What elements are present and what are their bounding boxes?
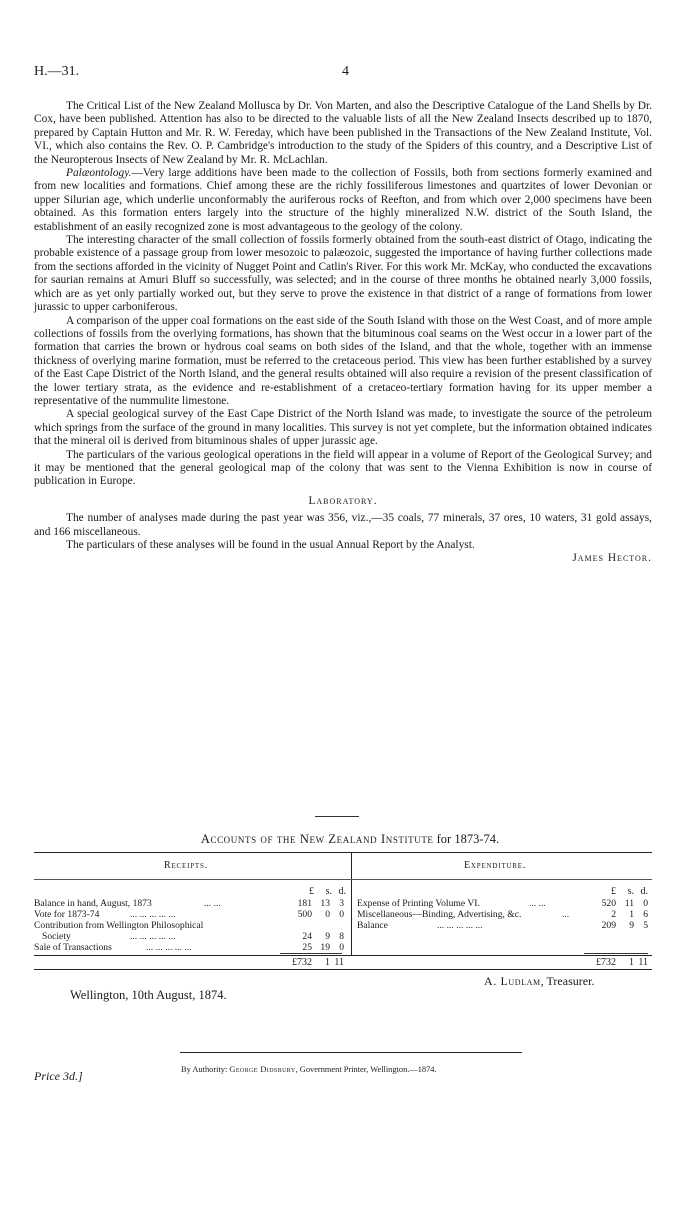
expenditure-leader: ... — [562, 909, 570, 920]
receipt-pounds: 24 — [302, 931, 312, 942]
expenditure-pounds: 209 — [601, 920, 616, 931]
authority-prefix: By Authority: — [181, 1065, 230, 1074]
paragraph-mollusca: The Critical List of the New Zealand Mollusca by Dr. Von Marten, and also the Descriptive Catalogue of the Land Shells by Dr. Cox, have been published. Attention has also to be directed to the valuable lists of all the New Zealand Insects described up to 1870, prepared by Captain Hutton and Mr. R. W. Fereday, which have been published in the Transactions of the New Zealand Institute, Vol. VI., which also contains the Rev. O. P. Cambridge's introduction to the study of the Spiders of this country, and a Descriptive List of the Neuropterous Insects of New Zealand by Mr. R. McLachlan. — [34, 100, 652, 166]
receipt-pence: 3 — [339, 898, 344, 909]
receipt-label: Society — [42, 931, 71, 942]
expenditure-pence: 6 — [643, 909, 648, 920]
paragraph-coal-formations: A comparison of the upper coal formations on the east side of the South Island with those on the West Coast, and of more ample collections of fossils from the overlying formations, has shown that the bituminous coal seams on the West occur in a lower part of the formation that carries the brown or hydrous coal seams on both sides of the Island, and that the whole, together with an immense thickness of overlying marine formation, must be referred to the cretaceous period. This view has been further established by a survey of the East Cape District of the North Island, and the general results obtained will also require a revision of the present classification of the lower tertiary strata, as the evidence and re-establishment of a cretaceo-tertiary formation having for its upper member a representative of the nummulite limestone. — [34, 314, 652, 407]
currency-shillings: s. — [325, 886, 332, 897]
expenditure-currency-head — [594, 886, 648, 897]
receipt-pounds: 500 — [297, 909, 312, 920]
expenditure-total-rule — [584, 953, 648, 954]
receipt-shillings: 0 — [325, 909, 330, 920]
receipts-total-shillings: 1 — [325, 957, 330, 968]
date-line: Wellington, 10th August, 1874. — [70, 988, 227, 1002]
receipts-currency-head — [292, 886, 346, 897]
printer-name: George Didsbury — [229, 1065, 296, 1074]
receipts-total-rule — [280, 953, 342, 954]
expenditure-shillings: 9 — [629, 920, 634, 931]
currency-pounds: £ — [611, 886, 616, 897]
section-divider — [315, 816, 359, 817]
receipt-pounds: 25 — [302, 942, 312, 953]
currency-shillings: s. — [627, 886, 634, 897]
receipt-row — [34, 898, 350, 909]
receipt-label: Vote for 1873-74 — [34, 909, 100, 920]
expenditure-pence: 5 — [643, 920, 648, 931]
receipt-leader: ... ... ... ... ... — [146, 942, 192, 953]
currency-pounds: £ — [309, 886, 314, 897]
body-text — [34, 100, 652, 566]
receipt-label: Contribution from Wellington Philosophical — [34, 920, 204, 931]
expenditure-row — [357, 920, 652, 931]
footer-rule — [180, 1052, 522, 1053]
receipt-label: Sale of Transactions — [34, 942, 112, 953]
palaeontology-text: —Very large additions have been made to the collection of Fossils, both from sections formerly examined and from new localities and formations. Chief among these are the richly fossiliferous limestones and quartzites of lower Devonian or upper Silurian age, which underlie unconformably the auriferous rocks of Reefton, and from which over 2,000 specimens have been obtained. As this formation enters largely into the structure of the highly mineralized N.W. district of the South Island, the establishment of an easily recognized zone is most advantageous to the geology of the colony. — [34, 167, 652, 233]
expenditure-shillings: 1 — [629, 909, 634, 920]
accounts-bottom-rule — [34, 969, 652, 970]
column-divider — [351, 853, 352, 955]
accounts-table — [34, 852, 652, 968]
treasurer-signature — [484, 974, 594, 989]
receipt-row — [34, 920, 350, 931]
expenditure-label: Miscellaneous—Binding, Advertising, &c. — [357, 909, 522, 920]
expenditure-label: Expense of Printing Volume VI. — [357, 898, 480, 909]
expenditure-leader: ... ... — [529, 898, 546, 909]
receipt-pence: 8 — [339, 931, 344, 942]
expenditure-shillings: 11 — [624, 898, 634, 909]
expenditure-heading: Expenditure. — [464, 860, 527, 871]
receipt-leader: ... ... ... ... ... — [130, 931, 176, 942]
receipt-pence: 0 — [339, 909, 344, 920]
receipt-row — [34, 909, 350, 920]
receipt-pence: 0 — [339, 942, 344, 953]
page-number: 4 — [342, 64, 349, 79]
expenditure-pounds: 520 — [601, 898, 616, 909]
treasurer-name: A. Ludlam — [484, 974, 541, 988]
expenditure-row — [357, 909, 652, 920]
palaeontology-lead: Palæontology. — [66, 167, 132, 180]
authority-suffix: , Government Printer, Wellington.—1874. — [295, 1065, 437, 1074]
price-label: Price 3d.] — [34, 1069, 83, 1083]
paragraph-palaeontology — [34, 167, 652, 234]
paragraph-analyst-report: The particulars of these analyses will be found in the usual Annual Report by the Analyst. — [66, 539, 475, 551]
currency-pence: d. — [640, 886, 648, 897]
receipt-row — [34, 931, 350, 942]
receipts-total — [280, 957, 344, 968]
printer-authority — [181, 1065, 437, 1074]
accounts-title-post: for 1873-74. — [433, 832, 500, 846]
accounts-title — [0, 832, 700, 847]
receipt-leader: ... ... — [204, 898, 221, 909]
expenditure-label: Balance — [357, 920, 388, 931]
receipt-shillings: 13 — [320, 898, 330, 909]
heading-rule — [34, 879, 652, 880]
receipt-shillings: 9 — [325, 931, 330, 942]
paragraph-geological-report: The particulars of the various geological operations in the field will appear in a volume of Report of the Geological Survey; and it may be mentioned that the general geological map of the colony that was sent to the Vienna Exhibition is now in course of publication in Europe. — [34, 448, 652, 488]
paragraph-petroleum-survey: A special geological survey of the East Cape District of the North Island was made, to investigate the source of the petroleum which springs from the surface of the ground in many localities. This survey is not yet complete, but the information obtained indicates that the mineral oil is derived from bituminous shales of upper jurassic age. — [34, 408, 652, 448]
expenditure-pence: 0 — [643, 898, 648, 909]
expenditure-total-pounds: £732 — [596, 957, 616, 968]
expenditure-row — [357, 898, 652, 909]
expenditure-pounds: 2 — [611, 909, 616, 920]
signature-hector: James Hector. — [572, 552, 652, 565]
receipts-heading: Receipts. — [164, 860, 208, 871]
expenditure-total-shillings: 1 — [629, 957, 634, 968]
paragraph-analyses: The number of analyses made during the past year was 356, viz.,—35 coals, 77 minerals, 37 ores, 10 waters, 31 gold assays, and 166 miscellaneous. — [34, 512, 652, 538]
page-header — [34, 64, 654, 84]
accounts-title-pre: Accounts of the — [200, 832, 300, 846]
receipt-row — [34, 942, 350, 953]
receipt-leader: ... ... ... ... ... — [130, 909, 176, 920]
laboratory-heading: Laboratory. — [308, 494, 378, 507]
expenditure-leader: ... ... ... ... ... — [437, 920, 483, 931]
receipt-label: Balance in hand, August, 1873 — [34, 898, 152, 909]
document-reference: H.—31. — [34, 64, 80, 79]
receipt-pounds: 181 — [297, 898, 312, 909]
currency-pence: d. — [338, 886, 346, 897]
paragraph-otago-fossils: The interesting character of the small collection of fossils formerly obtained from the south-east district of Otago, indicating the probable existence of a passage group from lower mesozoic to palæozoic, suggested the importance of having further collections made from the sections afforded in the vicinity of Nugget Point and Catlin's River. For this work Mr. McKay, who conducted the excavations for saurian remains at Amuri Bluff so successfully, was selected; and in the course of three months he obtained nearly 3,000 fossils, which are as yet only partially worked out, but they serve to prove the existence in that district of a range of formations from lower jurassic to upper carboniferous. — [34, 234, 652, 314]
accounts-title-name: New Zealand Institute — [299, 832, 434, 846]
receipt-shillings: 19 — [320, 942, 330, 953]
receipts-total-pence: 11 — [334, 957, 344, 968]
expenditure-total — [584, 957, 648, 968]
treasurer-role: , Treasurer. — [540, 974, 595, 988]
expenditure-total-pence: 11 — [638, 957, 648, 968]
receipts-total-pounds: £732 — [292, 957, 312, 968]
